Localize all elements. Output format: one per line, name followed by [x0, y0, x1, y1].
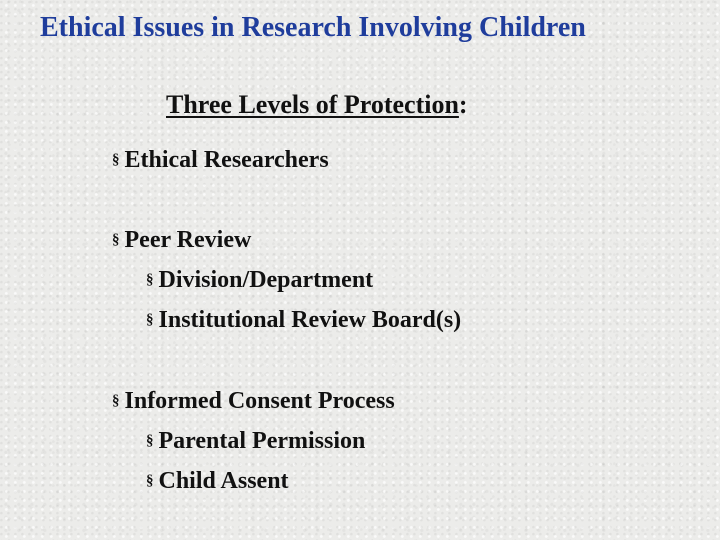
list-item-peer-review: [112, 225, 251, 255]
sub-item-label: Division/Department: [158, 267, 374, 293]
bullet-icon: §: [146, 433, 154, 449]
sub-item-label: Child Assent: [158, 468, 289, 494]
bullet-icon: §: [146, 473, 154, 489]
slide-title: Ethical Issues in Research Involving Children: [40, 12, 586, 43]
slide-subtitle: [166, 88, 468, 122]
sub-item-child-assent: [146, 466, 289, 496]
list-item-ethical-researchers: [112, 145, 329, 175]
sub-item-division-department: [146, 265, 373, 295]
bullet-icon: §: [146, 272, 154, 288]
sub-item-label: Parental Permission: [158, 428, 366, 454]
bullet-icon: §: [112, 393, 120, 409]
list-item-label: Ethical Researchers: [124, 147, 329, 173]
sub-item-label: Institutional Review Board(s): [158, 307, 462, 333]
bullet-icon: §: [112, 152, 120, 168]
subtitle-text: Three Levels of Protection: [166, 90, 459, 119]
sub-item-parental-permission: [146, 426, 365, 456]
subtitle-colon: :: [458, 90, 468, 119]
bullet-icon: §: [146, 312, 154, 328]
list-item-informed-consent: [112, 386, 395, 416]
bullet-icon: §: [112, 232, 120, 248]
list-item-label: Peer Review: [124, 227, 252, 253]
sub-item-irb: [146, 305, 461, 335]
list-item-label: Informed Consent Process: [124, 388, 395, 414]
